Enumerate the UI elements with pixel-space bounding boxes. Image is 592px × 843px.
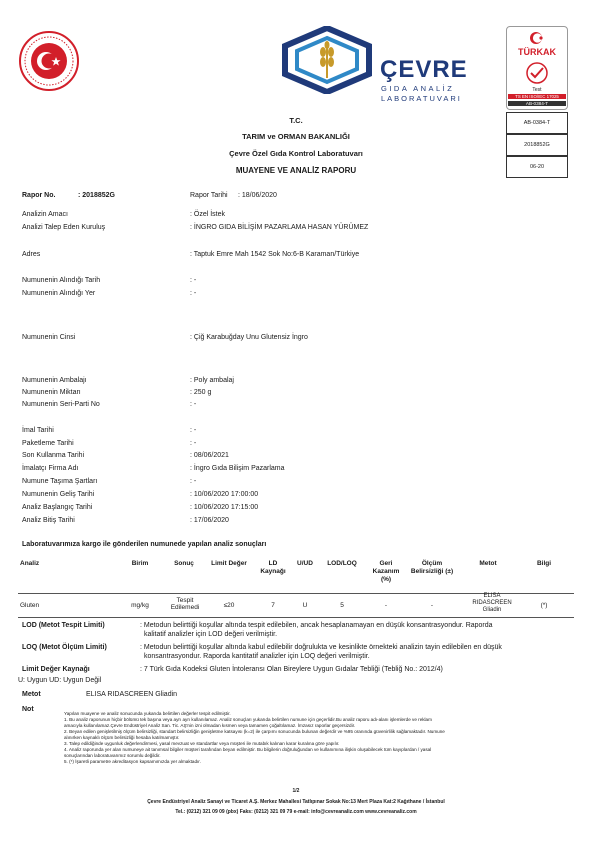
- field-label: Analizi Talep Eden Kuruluş: [22, 224, 106, 231]
- note-line: amacıyla kullanılamaz.Çevre Endüstriyel Analiz San. Tic. AŞ'nin izni olmadan kısmen veya tamamen çoğaltılamaz. İmzasız raporlar geçersizdir.: [64, 723, 356, 728]
- cevre-logo-icon: [281, 26, 373, 94]
- loq-value-2: konsantrasyondur. Raporda kantitatif analizler için LOQ değeri verilmiştir.: [144, 653, 370, 660]
- turkak-code: AB-0384-T: [508, 101, 566, 106]
- turkak-crescent-icon: [529, 31, 545, 50]
- header-bilgi: Bilgi: [536, 560, 552, 567]
- header-uud: U/UD: [297, 560, 313, 567]
- field-value: : 10/06/2020 17:00:00: [190, 491, 259, 498]
- cell-lod-loq: 5: [340, 602, 344, 609]
- field-label: Numunenin Alındığı Tarih: [22, 277, 101, 284]
- field-value: : Taptuk Emre Mah 1542 Sok No:6-B Karaman/Türkiye: [190, 251, 360, 258]
- field-label: Son Kullanma Tarihi: [22, 452, 85, 459]
- turkak-badge: [506, 26, 568, 110]
- field-label: Adres: [22, 251, 41, 258]
- header-sonuc: Sonuç: [174, 560, 194, 567]
- logo-brand: ÇEVRE: [380, 56, 468, 83]
- notes-block: [64, 711, 574, 765]
- header-geri-kazanim: Geri Kazanım (%): [372, 560, 400, 583]
- loq-value: : Metodun belirttiği koşullar altında kabul edilebilir doğrulukta ve kesinlikte örnekteki analizin tayin edilebilen en düşük: [140, 644, 502, 651]
- field-label: İmalatçı Firma Adı: [22, 465, 79, 472]
- page-number: 1/2: [292, 788, 300, 794]
- field-value: : -: [190, 277, 197, 284]
- lod-label: LOD (Metot Tespit Limiti): [22, 622, 105, 629]
- cell-bilgi: (*): [540, 602, 548, 609]
- field-row: [22, 401, 572, 411]
- table-header: [18, 556, 574, 592]
- field-row: [22, 504, 572, 514]
- note-line: 3. Talep edildiğinde uygunluk değerlendirmesi, yasal mevzuat ve standartlar veya müşteri ile mutabık kalınan karar kuralına göre yapılır.: [64, 741, 340, 746]
- table-bottom-rule: [18, 617, 574, 618]
- cell-uud: U: [302, 602, 308, 609]
- field-row: [22, 377, 572, 387]
- field-value: : -: [190, 440, 197, 447]
- cell-birim: mg/kg: [131, 602, 149, 609]
- turkak-check-icon: [525, 61, 549, 90]
- header-olcum-belirsizligi: Ölçüm Belirsizliği (±): [410, 560, 454, 575]
- header-analiz: Analiz: [20, 560, 40, 567]
- turkak-box-1-text: AB-0384-T: [523, 120, 551, 126]
- report-no-value: : 2018852G: [78, 192, 115, 199]
- lab-name-heading: Çevre Özel Gıda Kontrol Laboratuvarı: [229, 149, 363, 158]
- note-line: alınırken kaynaklı ölçüm belirsizliği hesaba katılmamıştır.: [64, 735, 180, 740]
- lod-value-2: kalitatif analizler için LOD değeri verilmiştir.: [144, 631, 278, 638]
- results-intro: Laboratuvarımıza kargo ile gönderilen numunede yapılan analiz sonuçları: [22, 541, 267, 548]
- field-label: Analiz Bitiş Tarihi: [22, 517, 75, 524]
- cell-analiz: Gluten: [20, 602, 40, 609]
- field-row: [22, 491, 572, 501]
- report-title: MUAYENE VE ANALİZ RAPORU: [235, 166, 357, 175]
- note-line: 4. Analiz raporunda yer alan numuneye ait tanımsal bilgiler müşteri tarafından beyan edilmiştir. Bu bilgilerin doğruluğundan ve kullanımına ilişkin oluşabilecek tüm kayıplardan / yasal: [64, 747, 432, 752]
- report-date-value: : 18/06/2020: [238, 192, 277, 199]
- cell-ld-kaynagi: 7: [271, 602, 275, 609]
- field-value: : -: [190, 427, 197, 434]
- field-row: [22, 465, 572, 475]
- field-label: Numunenin Cinsi: [22, 334, 76, 341]
- ministry-seal-icon: [18, 30, 80, 92]
- tc-heading: T.C.: [289, 116, 303, 125]
- header-metot: Metot: [479, 560, 497, 567]
- field-row: [22, 334, 572, 344]
- field-row: [22, 211, 572, 221]
- cell-olcum-belirsizligi: -: [430, 602, 434, 609]
- logo-subtitle-1: GIDA ANALİZ: [381, 84, 455, 93]
- field-label: Paketleme Tarihi: [22, 440, 74, 447]
- lod-value: : Metodun belirttiği koşullar altında tespit edilebilen, ancak hesaplanamayan en düşük konsantrasyondur. Raporda: [140, 622, 493, 629]
- field-value: : -: [190, 290, 197, 297]
- field-row: [22, 277, 572, 287]
- field-value: : 250 g: [190, 389, 212, 396]
- turkak-standard: TS EN ISO/IEC 17025: [508, 94, 566, 99]
- note-line: 2. Beyan edilen genişletilmiş ölçüm belirsizliği, standart belirsizliğin genişletme katsayısı (k=2) ile çarpımı sonucunda bulunan değerdir ve %95 oranında güvenirlilik sağlamaktadır. Numune: [64, 729, 445, 734]
- field-row: [22, 389, 572, 399]
- header-lod-loq: LOD/LOQ: [327, 560, 357, 567]
- field-value: : 08/06/2021: [190, 452, 229, 459]
- results-table: [18, 556, 574, 616]
- cell-metot: ELISA RIDASCREEN Gliadin: [472, 593, 512, 613]
- field-value: : 17/06/2020: [190, 517, 229, 524]
- note-line: sonuçlarından laboratuvarımız sorumlu değildir.: [64, 753, 161, 758]
- cell-sonuc: Tespit Edilemedi: [170, 597, 200, 611]
- field-label: Numunenin Ambalajı: [22, 377, 87, 384]
- field-row: [22, 452, 572, 462]
- field-value: : İngro Gıda Bilişim Pazarlama: [190, 465, 285, 472]
- field-label: Analiz Başlangıç Tarihi: [22, 504, 93, 511]
- note-line: Yapılan muayene ve analiz sonucunda yukarıda belirtilen değerler tespit edilmiştir.: [64, 711, 231, 716]
- turkak-test: Test: [532, 87, 542, 93]
- field-row: [22, 251, 572, 261]
- footer-contact: Tel.: (0212) 321 09 09 (pbx) Faks: (0212) 321 09 79 e-mail: info@cevreanaliz.com www.cevreanaliz.com: [175, 809, 417, 815]
- field-row: [22, 224, 572, 234]
- notes-label: Not: [22, 706, 34, 713]
- field-row: [22, 478, 572, 488]
- cell-geri-kazanim: -: [384, 602, 388, 609]
- field-label: Numunenin Seri-Parti No: [22, 401, 100, 408]
- field-label: Analizin Amacı: [22, 211, 68, 218]
- table-row: [18, 593, 574, 616]
- note-line: 5. (*) İşaretli parametre akreditasyon kapsamımızda yer almaktadır.: [64, 759, 201, 764]
- field-value: : 10/06/2020 17:15:00: [190, 504, 259, 511]
- field-value: : Özel İstek: [190, 211, 226, 218]
- cell-limit: ≤20: [223, 602, 235, 609]
- uud-legend: U: Uygun UD: Uygun Değil: [18, 677, 102, 684]
- field-value: : Poly ambalaj: [190, 377, 234, 384]
- field-label: İmal Tarihi: [22, 427, 54, 434]
- ministry-heading: TARIM ve ORMAN BAKANLIĞI: [242, 132, 350, 141]
- logo-subtitle-2: LABORATUVARI: [381, 94, 462, 103]
- header-limit: Limit Değer: [211, 560, 247, 567]
- method-label: Metot: [22, 691, 41, 698]
- field-value: : -: [190, 401, 197, 408]
- footer-address: Çevre Endüstriyel Analiz Sanayi ve Ticaret A.Ş. Merkez Mahallesi Tatlıpınar Sokak No:13 Mert Plaza Kat:2 Kağıthane / İstanbul: [147, 799, 445, 805]
- field-value: : Çiğ Karabuğday Unu Glutensiz İngro: [190, 334, 308, 341]
- field-row: [22, 517, 572, 527]
- turkak-box-3-text: 06-20: [529, 164, 545, 170]
- limit-source-value: : 7 Türk Gıda Kodeksi Gluten İntoleransı Olan Bireylere Uygun Gıdalar Tebliği (Tebliğ No.: 2012/4): [140, 666, 443, 673]
- report-date-label: Rapor Tarihi: [190, 192, 228, 199]
- field-row: [22, 440, 572, 450]
- turkak-box-2-text: 2018852G: [524, 142, 550, 148]
- header-birim: Birim: [131, 560, 149, 567]
- limit-source-label: Limit Değer Kaynağı: [22, 666, 90, 673]
- turkak-name: TÜRKAK: [518, 47, 556, 57]
- loq-label: LOQ (Metot Ölçüm Limiti): [22, 644, 107, 651]
- field-value: : -: [190, 478, 197, 485]
- field-label: Numunenin Geliş Tarihi: [22, 491, 95, 498]
- report-no-label: Rapor No.: [22, 192, 56, 199]
- method-value: ELISA RIDASCREEN Gliadin: [86, 691, 178, 698]
- note-line: 1. Bu analiz raporunun hiçbir bölümü tek başına veya ayrı ayrı kullanılamaz. Analiz sonuçları yukarıda belirtilen numune için geçerlidir.Bu analiz raporu adı-alanı işlemlerde ve reklam: [64, 717, 432, 722]
- field-row: [22, 290, 572, 300]
- field-label: Numune Taşıma Şartları: [22, 478, 98, 485]
- field-value: : İNGRO GIDA BİLİŞİM PAZARLAMA HASAN YÜRÜMEZ: [190, 224, 369, 231]
- field-row: [22, 427, 572, 437]
- header-ld-kaynagi: LD Kaynağı: [260, 560, 286, 575]
- field-label: Numunenin Alındığı Yer: [22, 290, 96, 297]
- field-label: Numunenin Miktarı: [22, 389, 81, 396]
